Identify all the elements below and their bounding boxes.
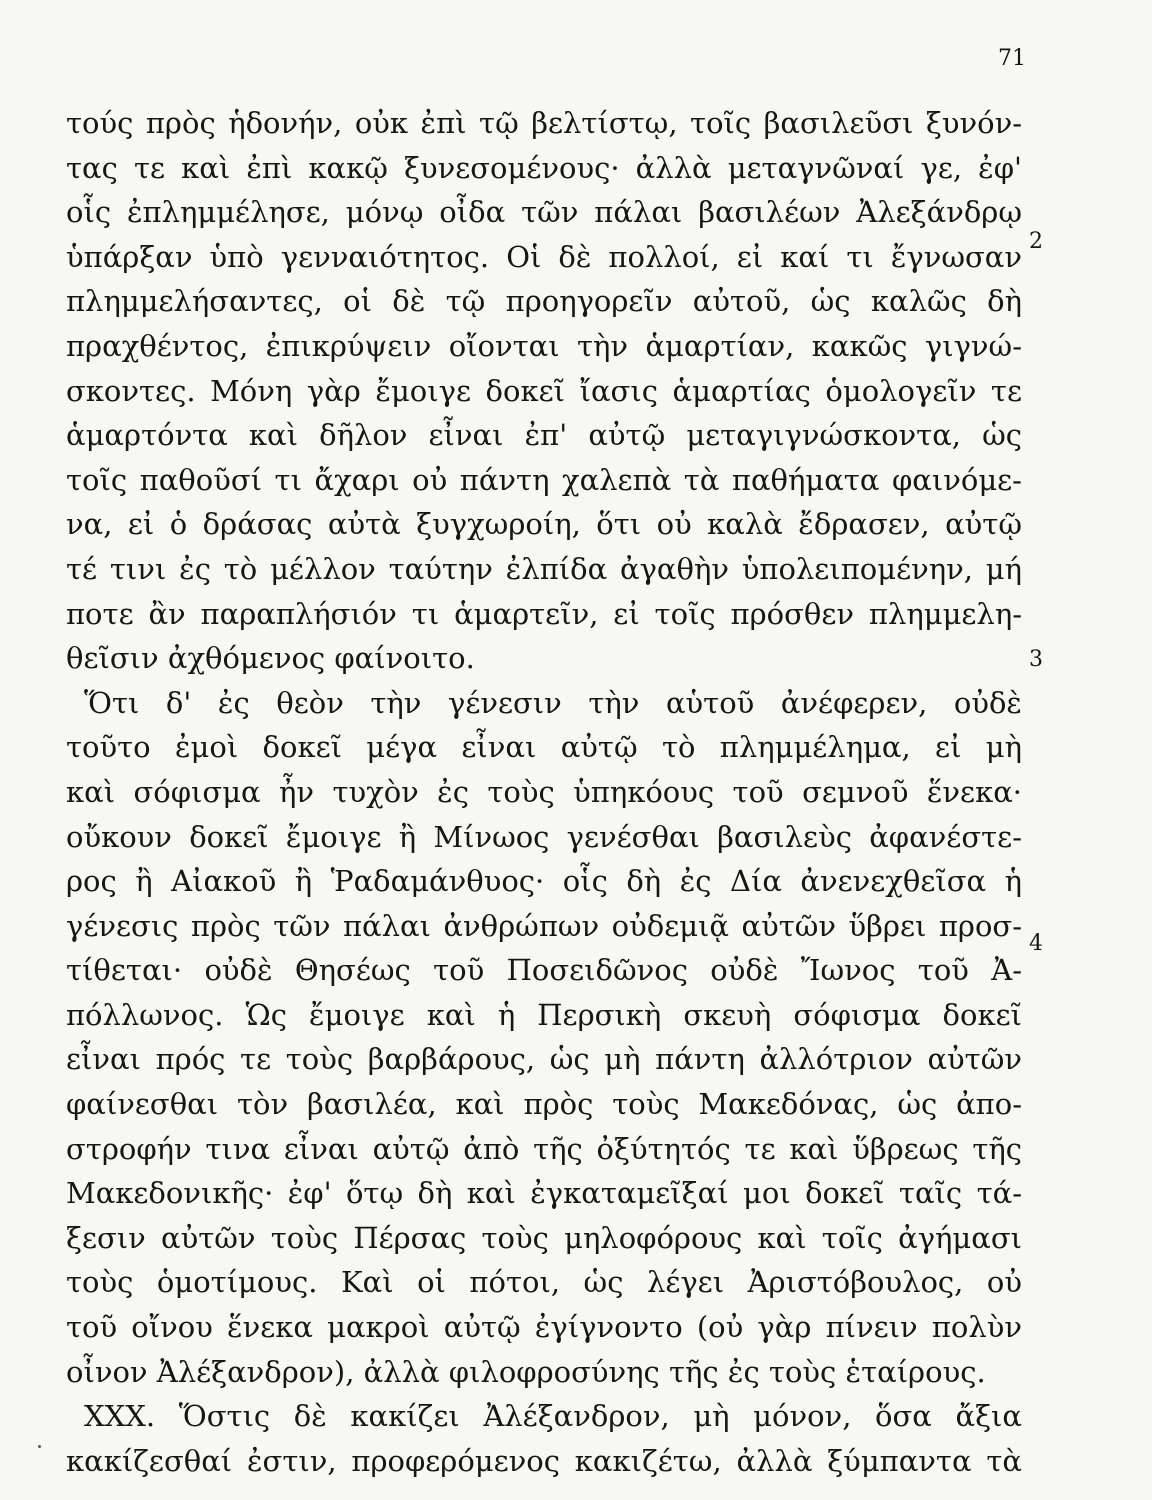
text-line: XXX. Ὅστις δὲ κακίζει Ἀλέξανδρον, μὴ μόνον, ὅσα ἄξια: [84, 1399, 1022, 1434]
text-line: κακίζεσθαί ἐστιν, προφερόμενος κακιζέτω, ἀλλὰ ξύμπαντα τὰ: [66, 1443, 1022, 1478]
text-line: φαίνεσθαι τὸν βασιλέα, καὶ πρὸς τοὺς Μακεδόνας, ὡς ἀπο-: [66, 1087, 1022, 1122]
text-line: πραχθέντος, ἐπικρύψειν οἴονται τὴν ἁμαρτίαν, κακῶς γιγνώ-: [66, 328, 1022, 363]
text-line: τούς πρὸς ἡδονήν, οὐκ ἐπὶ τῷ βελτίστῳ, τοῖς βασιλεῦσι ξυνόν-: [66, 106, 1022, 140]
text-line: ὑπάρξαν ὑπὸ γενναιότητος. Οἱ δὲ πολλοί, εἰ καί τι ἔγνωσαν: [66, 239, 1022, 274]
text-line: θεῖσιν ἀχθόμενος φαίνοιτο.: [66, 641, 475, 676]
text-line: Ὅτι δ' ἐς θεὸν τὴν γένεσιν τὴν αὑτοῦ ἀνέφερεν, οὐδὲ: [84, 685, 1022, 720]
text-line: οἶνον Ἀλέξανδρον), ἀλλὰ φιλοφροσύνης τῆς ἐς τοὺς ἑταίρους.: [66, 1354, 986, 1389]
text-line: τας τε καὶ ἐπὶ κακῷ ξυνεσομένους· ἀλλὰ μεταγνῶναί γε, ἐφ': [66, 150, 1022, 185]
text-line: γένεσις πρὸς τῶν πάλαι ἀνθρώπων οὐδεμιᾷ αὐτῶν ὕβρει προσ-: [66, 908, 1022, 943]
text-line: πόλλωνος. Ὡς ἔμοιγε καὶ ἡ Περσικὴ σκευὴ σόφισμα δοκεῖ: [66, 997, 1022, 1032]
text-line: εἶναι πρός τε τοὺς βαρβάρους, ὡς μὴ πάντη ἀλλότριον αὐτῶν: [66, 1042, 1022, 1077]
text-line: οἷς ἐπλημμέλησε, μόνῳ οἶδα τῶν πάλαι βασιλέων Ἀλεξάνδρῳ: [66, 195, 1022, 230]
text-line: στροφήν τινα εἶναι αὐτῷ ἀπὸ τῆς ὀξύτητός τε καὶ ὕβρεως τῆς: [66, 1131, 1022, 1166]
text-line: ποτε ἂν παραπλήσιόν τι ἁμαρτεῖν, εἰ τοῖς πρόσθεν πλημμελη-: [66, 596, 1022, 631]
section-number-2: 2: [1029, 229, 1043, 254]
scan-speck: [38, 1445, 41, 1448]
text-line: ξεσιν αὐτῶν τοὺς Πέρσας τοὺς μηλοφόρους καὶ τοῖς ἀγήμασι: [66, 1220, 1022, 1255]
text-line: ἁμαρτόντα καὶ δῆλον εἶναι ἐπ' αὐτῷ μεταγιγνώσκοντα, ὡς: [66, 418, 1022, 453]
text-line: οὔκουν δοκεῖ ἔμοιγε ἢ Μίνωος γενέσθαι βασιλεὺς ἀφανέστε-: [66, 819, 1022, 854]
text-line: τοῦ οἴνου ἕνεκα μακροὶ αὐτῷ ἐγίγνοντο (οὐ γὰρ πίνειν πολὺν: [66, 1310, 1022, 1345]
text-line: τίθεται· οὐδὲ Θησέως τοῦ Ποσειδῶνος οὐδὲ Ἴωνος τοῦ Ἀ-: [66, 953, 1022, 988]
text-line: τοὺς ὁμοτίμους. Καὶ οἱ πότοι, ὡς λέγει Ἀριστόβουλος, οὐ: [66, 1265, 1022, 1300]
greek-text-block: [66, 101, 1022, 1483]
text-line: Μακεδονικῆς· ἐφ' ὅτῳ δὴ καὶ ἐγκαταμεῖξαί μοι δοκεῖ ταῖς τά-: [66, 1176, 1022, 1211]
text-line: τοῦτο ἐμοὶ δοκεῖ μέγα εἶναι αὐτῷ τὸ πλημμέλημα, εἰ μὴ: [66, 730, 1022, 765]
text-line: τέ τινι ἐς τὸ μέλλον ταύτην ἐλπίδα ἀγαθὴν ὑπολειπομένην, μή: [66, 551, 1022, 586]
text-line: ρος ἢ Αἰακοῦ ἢ Ῥαδαμάνθυος· οἷς δὴ ἐς Δία ἀνενεχθεῖσα ἡ: [66, 864, 1022, 899]
text-line: σκοντες. Μόνη γὰρ ἔμοιγε δοκεῖ ἴασις ἁμαρτίας ὁμολογεῖν τε: [66, 373, 1022, 408]
text-line: πλημμελήσαντες, οἱ δὲ τῷ προηγορεῖν αὐτοῦ, ὡς καλῶς δὴ: [66, 284, 1022, 319]
page-number: 71: [998, 46, 1026, 71]
section-number-4: 4: [1029, 931, 1043, 956]
text-line: να, εἰ ὁ δράσας αὐτὰ ξυγχωροίη, ὅτι οὐ καλὰ ἔδρασεν, αὐτῷ: [66, 507, 1022, 542]
text-line: τοῖς παθοῦσί τι ἄχαρι οὐ πάντη χαλεπὰ τὰ παθήματα φαινόμε-: [66, 462, 1022, 497]
section-number-3: 3: [1029, 647, 1043, 672]
text-line: καὶ σόφισμα ἦν τυχὸν ἐς τοὺς ὑπηκόους τοῦ σεμνοῦ ἕνεκα·: [66, 774, 1022, 809]
